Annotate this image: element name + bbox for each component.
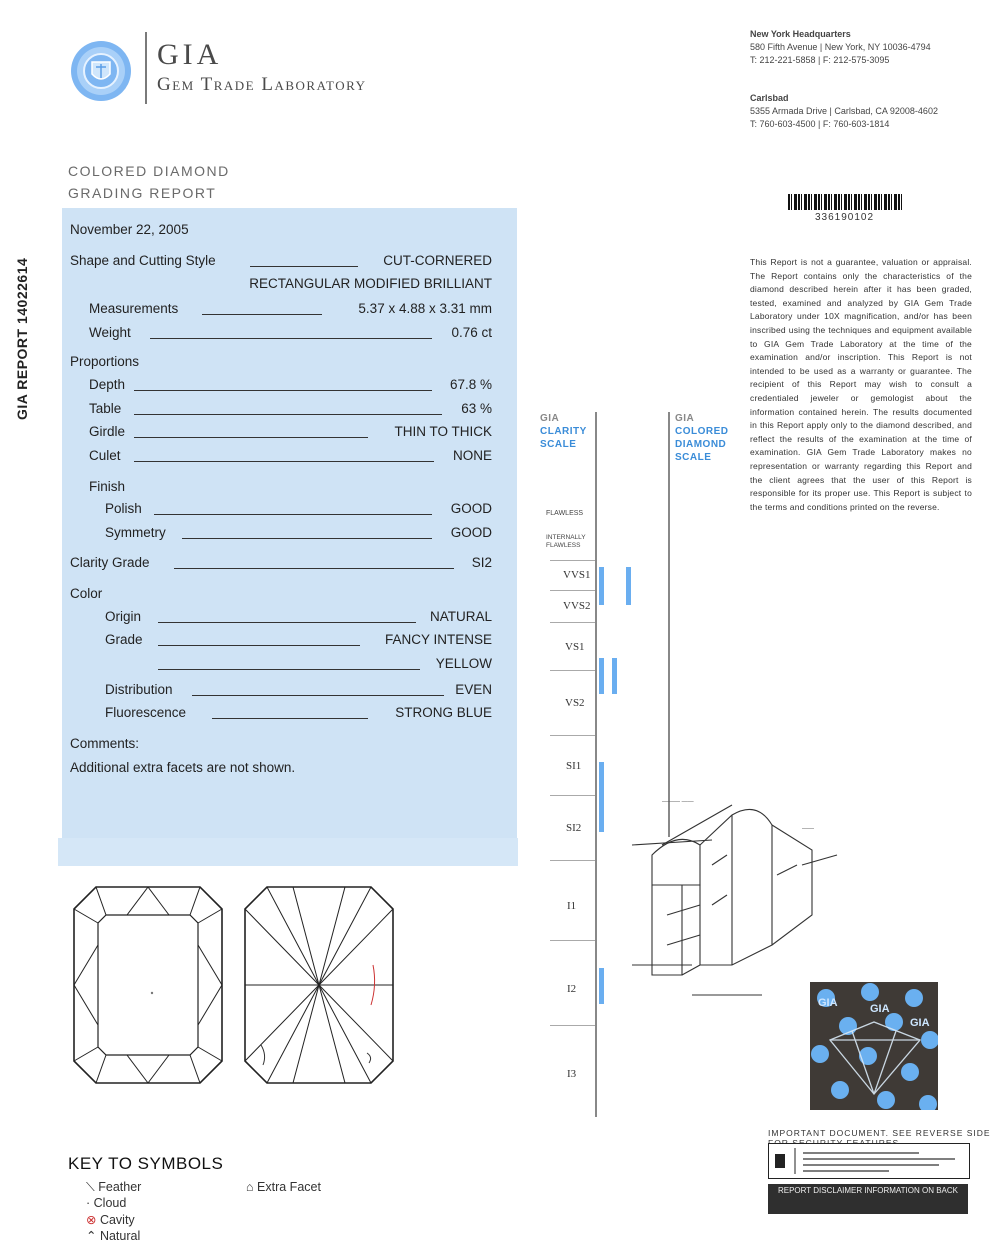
shape-label: Shape and Cutting Style — [70, 253, 216, 268]
svg-text:GIA: GIA — [870, 1003, 890, 1015]
grade-label: Grade — [105, 632, 143, 647]
measurements-value: 5.37 x 4.88 x 3.31 mm — [358, 301, 492, 316]
depth-label: Depth — [89, 377, 126, 392]
fluorescence-label: Fluorescence — [105, 705, 187, 720]
table-value: 63 % — [461, 401, 492, 416]
grade-i3: I3 — [567, 1068, 577, 1080]
shape-value: CUT-CORNERED — [383, 253, 492, 268]
grade-flawless: FLAWLESS — [546, 510, 584, 517]
cavity-symbol-icon: ⊗ — [86, 1213, 100, 1227]
scale-divider — [550, 795, 595, 796]
feather-symbol-icon: ⟍ — [86, 1180, 99, 1194]
culet-label: Culet — [89, 448, 121, 463]
grade-i1: I1 — [567, 900, 577, 912]
girdle-value: THIN TO THICK — [394, 424, 492, 439]
depth-value: 67.8 % — [449, 377, 492, 392]
color-scale-axis — [668, 412, 670, 837]
grade-value: FANCY INTENSE — [384, 632, 492, 647]
clarity-scale-axis — [595, 412, 597, 1117]
svg-text:——— ——: ——— —— — [662, 799, 694, 805]
svg-text:——: —— — [802, 826, 814, 832]
distribution-value: EVEN — [455, 682, 492, 697]
fluorescence-value: STRONG BLUE — [395, 705, 492, 720]
polish-label: Polish — [105, 501, 142, 516]
legal-disclaimer: This Report is not a guarantee, valuation or appraisal. The Report contains only the characteristics of the diamond described herein after it has been graded, tested, examined and analyzed by GIA Gem Trade Laboratory under 10X magnification, and/or has been inscribed using the techniques and equipment available to GIA Gem Trade Laboratory at the time of the examination and/or inscription. This Report is not intended to be used as a warranty or guarantee. The recipient of this Report may wish to consult a credentialed jeweler or gemologist about the information contained herein. The results documented in this Report apply only to the diamond described, and reflect the results of the examination at the time of examination. GIA Gem Trade Laboratory makes no representation or warranty regarding this Report and the client agrees that the user of this Report is responsible for its proper use. This Report is subject to the terms and conditions printed on the reverse. — [750, 257, 972, 512]
grade-si2: SI2 — [566, 822, 582, 834]
leader-line — [150, 338, 432, 339]
panel-shadow-band — [58, 838, 518, 866]
leader-line — [192, 695, 444, 696]
leader-line — [182, 538, 432, 539]
clarity-value: SI2 — [471, 555, 492, 570]
important-document-title: IMPORTANT DOCUMENT. SEE REVERSE SIDE — [768, 1128, 991, 1138]
measurements-label: Measurements — [89, 301, 179, 316]
origin-value: NATURAL — [429, 609, 492, 624]
key-item-cloud: · Cloud — [86, 1196, 127, 1210]
address-block-ny: New York Headquarters 580 Fifth Avenue | New York, NY 10036-4794 T: 212-221-5858 | F: 212-575-3095 — [750, 29, 931, 65]
proportions-label: Proportions — [70, 354, 140, 369]
scale-divider — [550, 860, 595, 861]
scale-divider — [550, 622, 595, 623]
leader-line — [158, 645, 360, 646]
clarity-scale-title: GIA CLARITY SCALE — [540, 413, 587, 450]
diamond-proportion-diagram — [622, 795, 847, 1010]
culet-value: NONE — [452, 448, 492, 463]
scale-divider — [550, 735, 595, 736]
logo-name: GIA — [157, 38, 223, 71]
grade-si1: SI1 — [566, 760, 582, 772]
finish-label: Finish — [89, 479, 126, 494]
leader-line — [202, 314, 322, 315]
svg-text:GIA: GIA — [910, 1017, 930, 1029]
grade-vs2: VS2 — [565, 697, 585, 709]
key-item-natural: ⌃ Natural — [86, 1229, 141, 1243]
leader-line — [134, 437, 368, 438]
scale-divider — [550, 670, 595, 671]
barcode-number: 336190102 — [815, 212, 875, 223]
security-features-box — [768, 1143, 970, 1179]
key-item-extra-facet: ⌂ Extra Facet — [246, 1180, 321, 1194]
scale-blue-mark — [599, 658, 604, 694]
polish-value: GOOD — [450, 501, 492, 516]
symmetry-value: GOOD — [450, 525, 492, 540]
key-to-symbols-title: KEY TO SYMBOLS — [68, 1154, 224, 1173]
scale-blue-mark — [599, 762, 604, 832]
color-scale-title: GIA COLORED DIAMOND SCALE — [675, 413, 729, 463]
barcode — [788, 194, 903, 210]
comments-value: Additional extra facets are not shown. — [70, 760, 296, 775]
leader-line — [212, 718, 368, 719]
extra-facet-symbol-icon: ⌂ — [246, 1180, 258, 1194]
report-type: COLORED DIAMOND GRADING REPORT — [68, 163, 230, 201]
leader-line — [174, 568, 454, 569]
gia-seal-logo — [70, 40, 132, 102]
disclaimer-dark-box: REPORT DISCLAIMER INFORMATION ON BACK — [768, 1184, 968, 1214]
leader-line — [158, 669, 420, 670]
scale-divider — [550, 940, 595, 941]
address-block-carlsbad: Carlsbad 5355 Armada Drive | Carlsbad, CA 92008-4602 T: 760-603-4500 | F: 760-603-1814 — [750, 93, 938, 129]
cloud-symbol-icon: · — [86, 1196, 94, 1210]
leader-line — [134, 390, 432, 391]
scale-blue-mark — [599, 968, 604, 1004]
leader-line — [158, 622, 416, 623]
shape-value-2: RECTANGULAR MODIFIED BRILLIANT — [249, 276, 492, 291]
report-panel — [62, 208, 517, 838]
table-label: Table — [89, 401, 122, 416]
weight-value: 0.76 ct — [451, 325, 492, 340]
grade-value-2: YELLOW — [435, 656, 492, 671]
scale-divider — [550, 560, 595, 561]
comments-label: Comments: — [70, 736, 140, 751]
key-item-cavity: ⊗ Cavity — [86, 1213, 135, 1227]
logo-subtitle: Gem Trade Laboratory — [157, 74, 367, 95]
symmetry-label: Symmetry — [105, 525, 166, 540]
leader-line — [250, 266, 358, 267]
scale-blue-mark — [599, 567, 604, 605]
grade-vvs1: VVS1 — [563, 569, 591, 581]
clarity-label: Clarity Grade — [70, 555, 150, 570]
diamond-plot-pavilion — [243, 885, 395, 1090]
report-date: November 22, 2005 — [70, 222, 189, 237]
scale-divider — [550, 1025, 595, 1026]
grade-i2: I2 — [567, 983, 577, 995]
weight-label: Weight — [89, 325, 131, 340]
scale-blue-mark — [626, 567, 631, 605]
color-label: Color — [70, 586, 103, 601]
scale-blue-mark — [612, 658, 617, 694]
scale-divider — [550, 590, 595, 591]
leader-line — [134, 414, 442, 415]
leader-line — [134, 461, 434, 462]
gia-hologram — [810, 982, 938, 1110]
grade-if: INTERNALLY FLAWLESS — [546, 534, 586, 549]
grade-vvs2: VVS2 — [563, 600, 591, 612]
key-item-feather: ⟍ Feather — [86, 1180, 142, 1194]
grade-vs1: VS1 — [565, 641, 585, 653]
girdle-label: Girdle — [89, 424, 126, 439]
diamond-plot-crown — [72, 885, 224, 1090]
origin-label: Origin — [105, 609, 142, 624]
natural-symbol-icon: ⌃ — [86, 1229, 100, 1243]
svg-text:GIA: GIA — [818, 997, 838, 1009]
distribution-label: Distribution — [105, 682, 173, 697]
leader-line — [154, 514, 432, 515]
logo-divider — [145, 32, 147, 104]
side-report-number: GIA REPORT 14022614 — [14, 257, 30, 420]
